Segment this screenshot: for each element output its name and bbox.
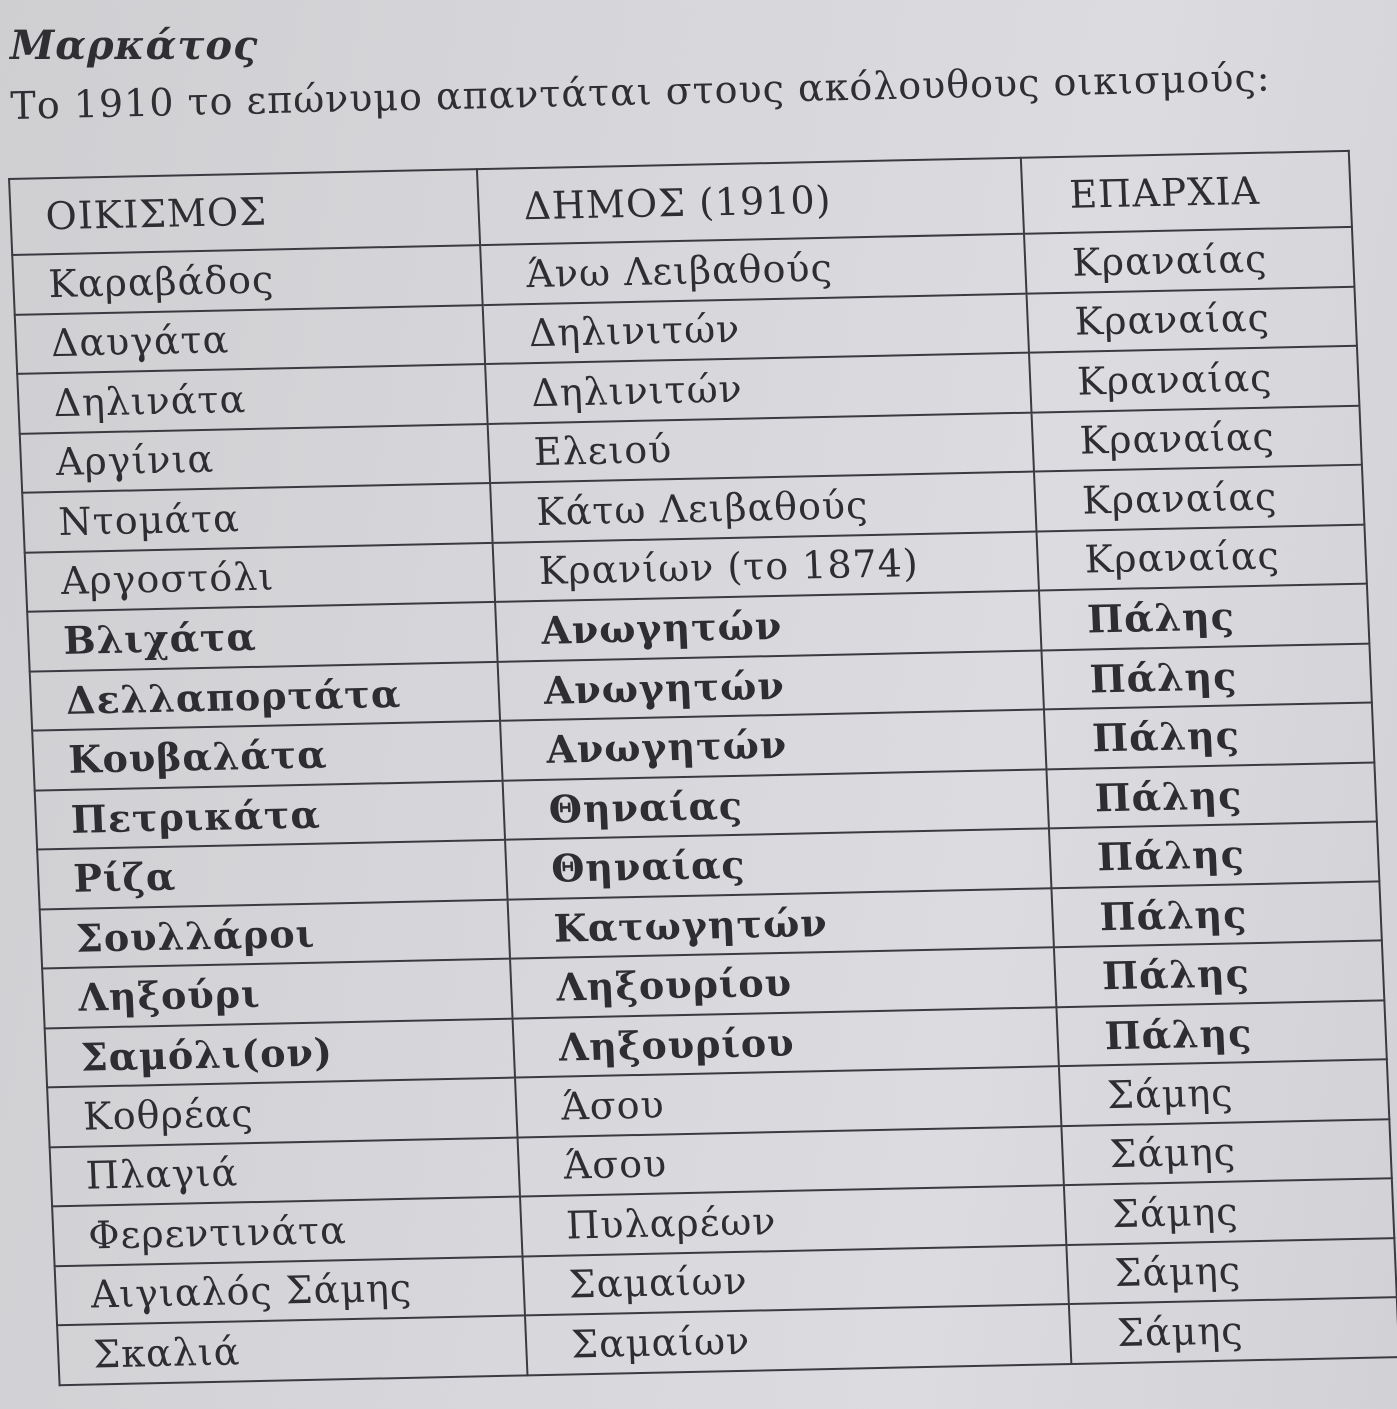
cell-province: Σάμης [1059,1059,1389,1125]
cell-municipality: Άσου [515,1066,1061,1137]
cell-province: Σάμης [1069,1297,1397,1363]
cell-settlement: Αιγιαλός Σάμης [55,1256,525,1325]
cell-municipality: Άσου [518,1126,1064,1197]
cell-settlement: Δελλαπορτάτα [30,661,500,730]
header-municipality: ΔΗΜΟΣ (1910) [477,158,1024,245]
cell-settlement: Δαυγάτα [15,305,485,374]
cell-municipality: Θηναίας [503,769,1049,840]
settlements-table-container [8,149,1397,1385]
cell-municipality: Δηλινιτών [485,353,1031,424]
cell-province: Πάλης [1041,643,1371,709]
header-province: ΕΠΑΡΧΙΑ [1021,151,1352,234]
settlements-table [8,150,1397,1386]
cell-settlement: Δηλινάτα [17,364,487,433]
cell-municipality: Ανωγητών [498,650,1044,721]
header-settlement: ΟΙΚΙΣΜΟΣ [9,169,480,255]
cell-municipality: Ληξουρίου [510,947,1056,1018]
table-body [12,227,1397,1385]
surname-heading: Μαρκάτος [10,22,259,69]
cell-settlement: Ντομάτα [22,483,492,552]
cell-municipality: Σαμαίων [522,1245,1068,1316]
cell-settlement: Κουβαλάτα [32,721,502,790]
cell-province: Κραναίας [1024,227,1354,293]
cell-settlement: Αργίνια [20,424,490,493]
cell-province: Κραναίας [1036,524,1366,590]
cell-municipality: Άνω Λειβαθούς [480,234,1026,305]
cell-settlement: Βλιχάτα [27,602,497,671]
cell-settlement: Σουλλάροι [40,899,510,968]
cell-municipality: Πυλαρέων [520,1185,1066,1256]
cell-municipality: Ελειού [488,412,1034,483]
cell-municipality: Σαμαίων [525,1304,1071,1375]
cell-province: Πάλης [1049,821,1379,887]
cell-province: Πάλης [1039,584,1369,650]
cell-municipality: Ανωγητών [495,590,1041,661]
cell-province: Σάμης [1064,1178,1394,1244]
cell-province: Κραναίας [1034,465,1364,531]
cell-settlement: Κοθρέας [47,1078,517,1147]
cell-settlement: Σκαλιά [57,1315,527,1384]
cell-province: Πάλης [1056,1000,1386,1066]
cell-province: Σάμης [1061,1119,1391,1185]
cell-municipality: Θηναίας [505,828,1051,899]
cell-province: Σάμης [1066,1238,1396,1304]
cell-settlement: Σαμόλι(ον) [45,1018,515,1087]
cell-settlement: Ληξούρι [42,959,512,1028]
cell-settlement: Πλαγιά [50,1137,520,1206]
cell-municipality: Δηλινιτών [483,293,1029,364]
cell-province: Κραναίας [1026,286,1356,352]
cell-municipality: Ληξουρίου [513,1007,1059,1078]
cell-province: Πάλης [1046,762,1376,828]
cell-province: Κραναίας [1029,346,1359,412]
cell-settlement: Καραβάδος [12,245,482,314]
cell-province: Κραναίας [1031,405,1361,471]
cell-settlement: Πετρικάτα [35,780,505,849]
cell-settlement: Ρίζα [37,840,507,909]
cell-municipality: Κάτω Λειβαθούς [490,472,1036,543]
intro-text: Το 1910 το επώνυμο απαντάται στους ακόλουθους οικισμούς: [10,55,1271,128]
cell-province: Πάλης [1044,703,1374,769]
cell-municipality: Ανωγητών [500,709,1046,780]
cell-municipality: Κρανίων (το 1874) [493,531,1039,602]
cell-settlement: Φερεντινάτα [52,1197,522,1266]
cell-province: Πάλης [1054,940,1384,1006]
cell-province: Πάλης [1051,881,1381,947]
cell-settlement: Αργοστόλι [25,542,495,611]
cell-municipality: Κατωγητών [508,888,1054,959]
